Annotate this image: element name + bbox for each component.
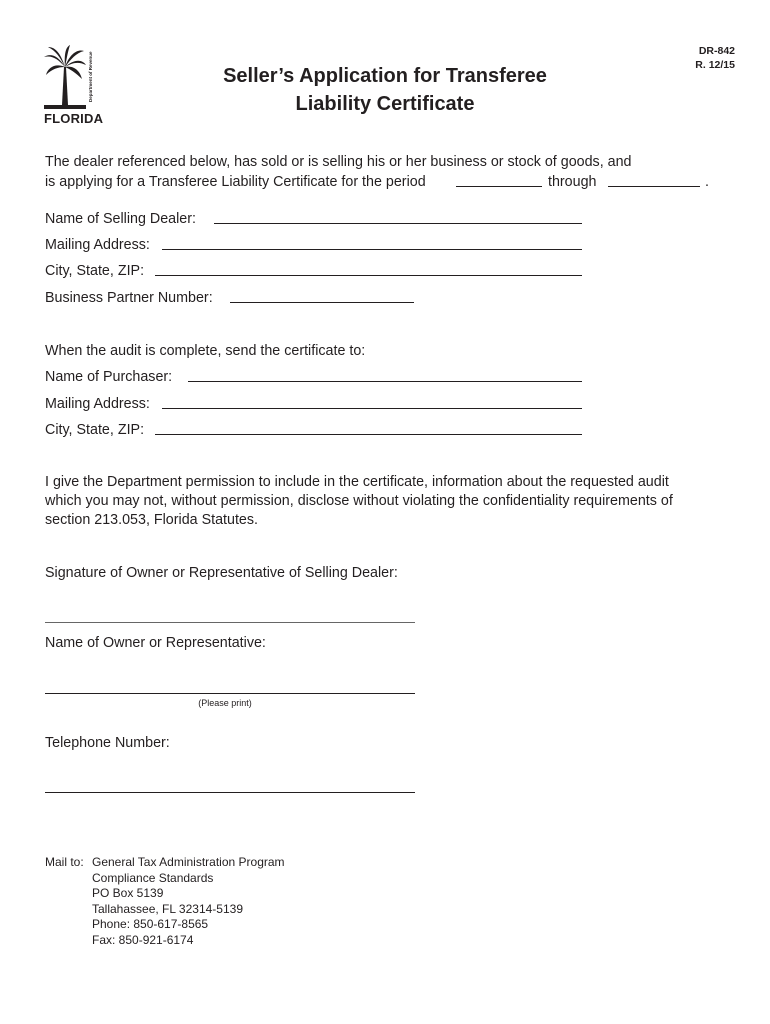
intro-line-1: The dealer referenced below, has sold or is selling his or her business or stock of goods, and xyxy=(45,154,632,170)
please-print-note: (Please print) xyxy=(198,698,252,708)
period-end-field[interactable] xyxy=(608,186,700,187)
owner-name-field[interactable] xyxy=(45,693,415,694)
title-line-2: Liability Certificate xyxy=(295,93,475,115)
permission-line-2: which you may not, without permission, disclose without violating the confidentiality requirements of xyxy=(45,493,673,509)
seller-city-state-zip-label: City, State, ZIP: xyxy=(45,263,145,279)
mail-fax: Fax: 850-921-6174 xyxy=(92,932,194,947)
purchaser-city-state-zip-label: City, State, ZIP: xyxy=(45,422,145,438)
intro-line-2: is applying for a Transferee Liability Certificate for the period xyxy=(45,174,426,190)
form-number-block xyxy=(660,44,735,72)
owner-name-label: Name of Owner or Representative: xyxy=(45,635,266,651)
signature-field[interactable] xyxy=(45,622,415,623)
through-label: through xyxy=(548,174,597,190)
florida-dor-logo xyxy=(44,45,104,127)
palm-tree-icon xyxy=(44,45,86,109)
mail-to-label: Mail to: xyxy=(45,855,84,869)
telephone-label: Telephone Number: xyxy=(45,735,170,751)
permission-line-1: I give the Department permission to include in the certificate, information about the requested audit xyxy=(45,474,669,490)
purchaser-mailing-address-field[interactable] xyxy=(162,408,582,409)
purchaser-mailing-address-label: Mailing Address: xyxy=(45,396,150,412)
business-partner-number-field[interactable] xyxy=(230,302,414,303)
mail-to-address xyxy=(92,855,285,948)
permission-line-3: section 213.053, Florida Statutes. xyxy=(45,512,258,528)
seller-city-state-zip-field[interactable] xyxy=(155,275,582,276)
selling-dealer-name-label: Name of Selling Dealer: xyxy=(45,211,196,227)
selling-dealer-name-field[interactable] xyxy=(214,223,582,224)
seller-mailing-address-label: Mailing Address: xyxy=(45,237,150,253)
logo-department-text: Department of Revenue xyxy=(88,51,93,103)
mail-address-line: Tallahassee, FL 32314-5139 xyxy=(92,901,243,916)
page-title xyxy=(150,62,620,118)
purchaser-name-field[interactable] xyxy=(188,381,582,382)
period-start-field[interactable] xyxy=(456,186,542,187)
business-partner-number-label: Business Partner Number: xyxy=(45,290,213,306)
form-number: DR-842 xyxy=(698,45,735,57)
mail-phone: Phone: 850-617-8565 xyxy=(92,917,209,931)
mail-address-line: PO Box 5139 xyxy=(92,886,164,900)
seller-mailing-address-field[interactable] xyxy=(162,249,582,250)
title-line-1: Seller’s Application for Transferee xyxy=(223,65,547,87)
purchaser-name-label: Name of Purchaser: xyxy=(45,369,173,385)
logo-wordmark: FLORIDA xyxy=(44,111,104,126)
purchaser-heading: When the audit is complete, send the certificate to: xyxy=(45,343,366,359)
revision-date: R. 12/15 xyxy=(695,59,735,71)
telephone-field[interactable] xyxy=(45,792,415,793)
purchaser-city-state-zip-field[interactable] xyxy=(155,434,582,435)
period-end-punctuation: . xyxy=(705,174,709,190)
signature-label: Signature of Owner or Representative of Selling Dealer: xyxy=(45,565,398,581)
mail-address-line: Compliance Standards xyxy=(92,870,214,885)
mail-address-line: General Tax Administration Program xyxy=(92,855,285,869)
